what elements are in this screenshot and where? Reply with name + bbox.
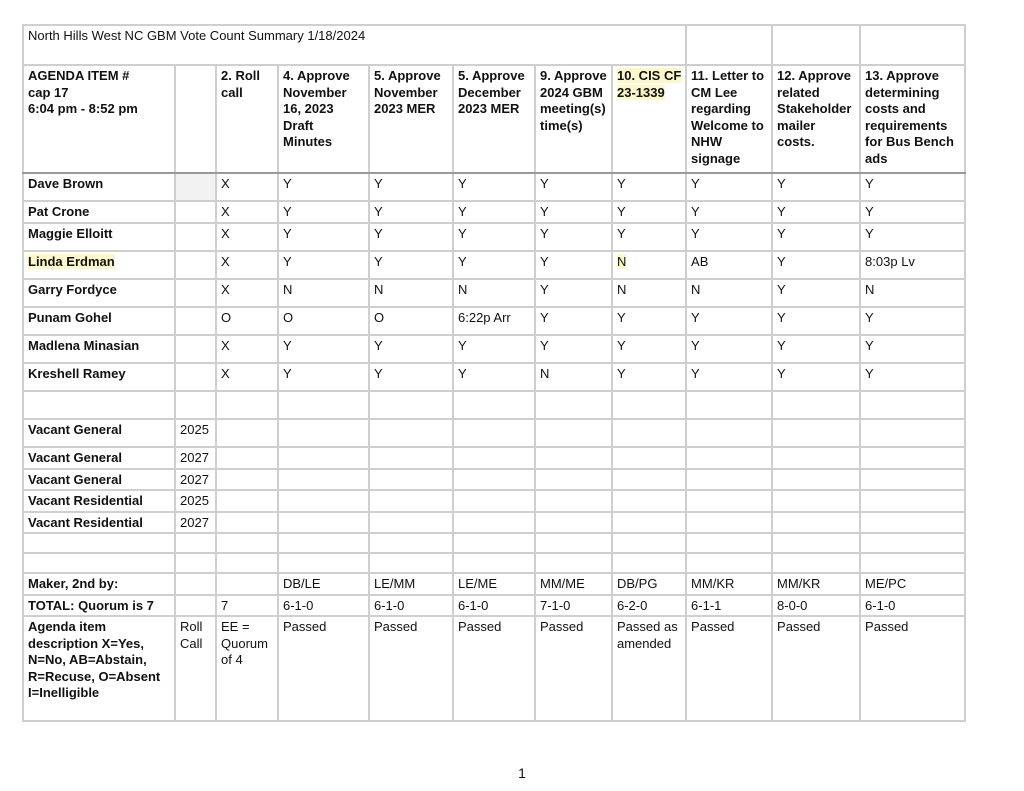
vote-cell: X — [216, 335, 278, 363]
vote-cell: O — [278, 307, 369, 335]
member-name: Dave Brown — [23, 173, 175, 201]
empty-cell — [535, 391, 612, 419]
column-header: 11. Letter to CM Lee regarding Welcome to NHW signage — [686, 65, 772, 173]
column-header: 2. Roll call — [216, 65, 278, 173]
empty-cell — [535, 469, 612, 491]
vote-cell: AB — [686, 251, 772, 279]
vote-cell: N — [278, 279, 369, 307]
vote-cell: Y — [772, 251, 860, 279]
maker-cell: LE/ME — [453, 573, 535, 595]
vote-cell: Y — [686, 201, 772, 223]
total-cell: 6-1-0 — [278, 595, 369, 617]
vote-cell: Y — [453, 173, 535, 201]
vacancy-name: Vacant General — [23, 447, 175, 469]
vote-cell: Y — [278, 251, 369, 279]
empty-cell — [860, 490, 965, 512]
vote-cell: Y — [453, 201, 535, 223]
column-header-highlighted — [612, 65, 686, 173]
vote-cell: N — [860, 279, 965, 307]
vote-cell: Y — [772, 335, 860, 363]
vacancy-name: Vacant Residential — [23, 490, 175, 512]
empty-cell — [369, 419, 453, 447]
year-column-header — [175, 65, 216, 173]
empty-cell — [686, 490, 772, 512]
vote-cell: N — [686, 279, 772, 307]
vote-cell: Y — [278, 201, 369, 223]
empty-cell — [216, 419, 278, 447]
result-cell: Passed — [453, 616, 535, 721]
member-row — [23, 307, 965, 335]
member-row — [23, 173, 965, 201]
empty-cell — [278, 553, 369, 573]
document-title: North Hills West NC GBM Vote Count Summary 1/18/2024 — [23, 25, 686, 65]
vote-cell: Y — [686, 335, 772, 363]
empty-cell — [686, 512, 772, 534]
vote-cell: Y — [860, 223, 965, 251]
vote-cell: Y — [860, 307, 965, 335]
empty-cell — [216, 490, 278, 512]
vacancy-name: Vacant General — [23, 469, 175, 491]
vote-cell: Y — [278, 335, 369, 363]
member-name: Pat Crone — [23, 201, 175, 223]
vote-cell: Y — [772, 201, 860, 223]
blank-row — [23, 391, 965, 419]
vote-cell: N — [453, 279, 535, 307]
vote-cell: Y — [369, 363, 453, 391]
empty-cell — [453, 533, 535, 553]
vacancy-row — [23, 469, 965, 491]
empty-cell — [686, 553, 772, 573]
vote-cell: Y — [535, 335, 612, 363]
vote-cell: Y — [369, 201, 453, 223]
empty-cell — [686, 533, 772, 553]
empty-cell — [216, 447, 278, 469]
vote-cell: X — [216, 363, 278, 391]
empty-cell — [772, 391, 860, 419]
vote-cell: Y — [278, 363, 369, 391]
empty-cell — [686, 447, 772, 469]
empty-cell — [453, 419, 535, 447]
result-row — [23, 616, 965, 721]
year-cell — [175, 363, 216, 391]
column-header: 12. Approve related Stakeholder mailer costs. — [772, 65, 860, 173]
vote-cell: Y — [772, 279, 860, 307]
empty-cell — [278, 490, 369, 512]
vote-cell: Y — [535, 223, 612, 251]
empty-cell — [453, 490, 535, 512]
empty-cell — [175, 573, 216, 595]
empty-cell — [278, 533, 369, 553]
member-row — [23, 251, 965, 279]
empty-cell — [175, 553, 216, 573]
blank-row — [23, 553, 965, 573]
empty-cell — [535, 447, 612, 469]
empty-cell — [535, 512, 612, 534]
vote-cell: Y — [772, 363, 860, 391]
total-cell: 6-1-0 — [860, 595, 965, 617]
total-cell: 6-1-0 — [369, 595, 453, 617]
empty-cell — [175, 533, 216, 553]
empty-cell — [216, 512, 278, 534]
vote-cell: Y — [453, 223, 535, 251]
page-number: 1 — [518, 765, 526, 781]
maker-label: Maker, 2nd by: — [23, 573, 175, 595]
vacancy-row — [23, 447, 965, 469]
legend-description: Agenda item description X=Yes, N=No, AB=Abstain, R=Recuse, O=Absent I=Inelligible — [23, 616, 175, 721]
title-spacer-cell — [860, 25, 965, 65]
empty-cell — [453, 469, 535, 491]
year-cell — [175, 279, 216, 307]
member-name: Garry Fordyce — [23, 279, 175, 307]
vacancy-name: Vacant Residential — [23, 512, 175, 534]
maker-row — [23, 573, 965, 595]
vacancy-name: Vacant General — [23, 419, 175, 447]
vote-cell: Y — [686, 173, 772, 201]
highlighted-text: 10. CIS CF 23-1339 — [617, 68, 682, 100]
empty-cell — [216, 533, 278, 553]
result-cell: Passed — [278, 616, 369, 721]
vote-cell: N — [612, 279, 686, 307]
maker-cell: MM/KR — [772, 573, 860, 595]
blank-row — [23, 533, 965, 553]
empty-cell — [369, 469, 453, 491]
year-cell — [175, 251, 216, 279]
vote-cell: N — [535, 363, 612, 391]
maker-cell: MM/KR — [686, 573, 772, 595]
empty-cell — [369, 533, 453, 553]
vote-cell: O — [216, 307, 278, 335]
year-cell — [175, 201, 216, 223]
vote-cell: Y — [612, 363, 686, 391]
vote-cell: 6:22p Arr — [453, 307, 535, 335]
vote-cell: X — [216, 223, 278, 251]
member-row — [23, 335, 965, 363]
maker-cell: DB/PG — [612, 573, 686, 595]
empty-cell — [860, 391, 965, 419]
vote-cell: Y — [453, 335, 535, 363]
column-header: 5. Approve November 2023 MER — [369, 65, 453, 173]
empty-cell — [175, 595, 216, 617]
header-row — [23, 65, 965, 173]
year-cell — [175, 223, 216, 251]
member-name: Maggie Elloitt — [23, 223, 175, 251]
vote-cell: Y — [369, 251, 453, 279]
vote-cell: Y — [686, 223, 772, 251]
total-label-bold: TOTAL: — [28, 597, 75, 613]
year-cell — [175, 307, 216, 335]
total-row — [23, 595, 965, 617]
empty-cell — [612, 391, 686, 419]
empty-cell — [23, 391, 175, 419]
empty-cell — [369, 512, 453, 534]
empty-cell — [772, 469, 860, 491]
empty-cell — [453, 512, 535, 534]
empty-cell — [860, 469, 965, 491]
vacancy-year: 2027 — [175, 469, 216, 491]
empty-cell — [860, 447, 965, 469]
vacancy-year: 2027 — [175, 447, 216, 469]
vote-cell: Y — [369, 173, 453, 201]
member-row — [23, 279, 965, 307]
vote-cell: N — [369, 279, 453, 307]
vote-cell: Y — [278, 223, 369, 251]
total-cell: 6-2-0 — [612, 595, 686, 617]
maker-cell: MM/ME — [535, 573, 612, 595]
empty-cell — [860, 419, 965, 447]
result-cell: Passed — [686, 616, 772, 721]
empty-cell — [772, 447, 860, 469]
empty-cell — [686, 419, 772, 447]
empty-cell — [369, 490, 453, 512]
empty-cell — [453, 447, 535, 469]
empty-cell — [612, 419, 686, 447]
maker-cell: LE/MM — [369, 573, 453, 595]
title-spacer-cell — [772, 25, 860, 65]
cap-label: cap 17 — [28, 84, 69, 100]
empty-cell — [278, 512, 369, 534]
vote-cell: Y — [686, 307, 772, 335]
vote-cell: Y — [535, 173, 612, 201]
rollcall-total: 7 — [216, 595, 278, 617]
empty-cell — [612, 512, 686, 534]
empty-cell — [860, 512, 965, 534]
total-cell: 8-0-0 — [772, 595, 860, 617]
agenda-item-header — [23, 65, 175, 173]
member-row — [23, 363, 965, 391]
empty-cell — [612, 469, 686, 491]
vote-cell: Y — [278, 173, 369, 201]
empty-cell — [278, 391, 369, 419]
column-header: 4. Approve November 16, 2023 Draft Minutes — [278, 65, 369, 173]
member-name: Madlena Minasian — [23, 335, 175, 363]
empty-cell — [369, 553, 453, 573]
empty-cell — [612, 533, 686, 553]
member-name: Kreshell Ramey — [23, 363, 175, 391]
rollcall-label: Roll Call — [175, 616, 216, 721]
maker-cell: DB/LE — [278, 573, 369, 595]
empty-cell — [535, 533, 612, 553]
vacancy-row — [23, 419, 965, 447]
empty-cell — [686, 391, 772, 419]
vote-cell: Y — [612, 307, 686, 335]
vacancy-row — [23, 512, 965, 534]
empty-cell — [369, 391, 453, 419]
vote-cell: X — [216, 173, 278, 201]
highlighted-text: N — [617, 254, 627, 269]
vacancy-year: 2025 — [175, 490, 216, 512]
empty-cell — [369, 447, 453, 469]
vote-cell: X — [216, 251, 278, 279]
empty-cell — [535, 490, 612, 512]
empty-cell — [216, 469, 278, 491]
vote-cell: Y — [860, 173, 965, 201]
vote-cell: X — [216, 279, 278, 307]
time-range: 6:04 pm - 8:52 pm — [28, 101, 138, 116]
empty-cell — [772, 419, 860, 447]
empty-cell — [535, 419, 612, 447]
vote-cell: Y — [535, 201, 612, 223]
maker-cell: ME/PC — [860, 573, 965, 595]
vote-cell: Y — [772, 173, 860, 201]
quorum-note: EE = Quorum of 4 — [216, 616, 278, 721]
empty-cell — [860, 533, 965, 553]
empty-cell — [535, 553, 612, 573]
empty-cell — [216, 391, 278, 419]
vote-cell: Y — [772, 223, 860, 251]
total-label — [23, 595, 175, 617]
year-cell — [175, 173, 216, 201]
title-spacer-cell — [686, 25, 772, 65]
total-cell: 7-1-0 — [535, 595, 612, 617]
vote-cell: Y — [612, 173, 686, 201]
vote-cell: Y — [860, 201, 965, 223]
vote-cell — [612, 251, 686, 279]
vote-cell: Y — [612, 223, 686, 251]
empty-cell — [612, 553, 686, 573]
vote-cell: X — [216, 201, 278, 223]
result-cell: Passed — [860, 616, 965, 721]
empty-cell — [23, 553, 175, 573]
empty-cell — [278, 419, 369, 447]
empty-cell — [23, 533, 175, 553]
empty-cell — [278, 447, 369, 469]
vote-cell: Y — [535, 307, 612, 335]
empty-cell — [686, 469, 772, 491]
vote-cell: Y — [612, 335, 686, 363]
highlighted-text: Linda Erdman — [28, 254, 115, 269]
total-label-rest: Quorum is 7 — [74, 597, 154, 613]
result-cell: Passed — [369, 616, 453, 721]
member-name: Punam Gohel — [23, 307, 175, 335]
vote-cell: Y — [369, 223, 453, 251]
vote-cell: Y — [772, 307, 860, 335]
empty-cell — [860, 553, 965, 573]
vote-cell: Y — [453, 251, 535, 279]
total-cell: 6-1-1 — [686, 595, 772, 617]
vote-cell: Y — [612, 201, 686, 223]
vote-cell: O — [369, 307, 453, 335]
empty-cell — [175, 391, 216, 419]
empty-cell — [453, 553, 535, 573]
empty-cell — [772, 533, 860, 553]
vote-cell: 8:03p Lv — [860, 251, 965, 279]
empty-cell — [612, 490, 686, 512]
column-header: 13. Approve determining costs and requirements for Bus Bench ads — [860, 65, 965, 173]
vacancy-year: 2025 — [175, 419, 216, 447]
vote-cell: Y — [453, 363, 535, 391]
vote-cell: Y — [535, 251, 612, 279]
empty-cell — [453, 391, 535, 419]
empty-cell — [772, 553, 860, 573]
empty-cell — [772, 512, 860, 534]
member-name — [23, 251, 175, 279]
empty-cell — [772, 490, 860, 512]
vote-cell: Y — [686, 363, 772, 391]
empty-cell — [216, 573, 278, 595]
member-row — [23, 223, 965, 251]
empty-cell — [612, 447, 686, 469]
agenda-label: AGENDA ITEM # — [28, 68, 130, 83]
vote-cell: Y — [860, 363, 965, 391]
result-cell: Passed as amended — [612, 616, 686, 721]
member-row — [23, 201, 965, 223]
result-cell: Passed — [772, 616, 860, 721]
total-cell: 6-1-0 — [453, 595, 535, 617]
column-header: 9. Approve 2024 GBM meeting(s) time(s) — [535, 65, 612, 173]
year-cell — [175, 335, 216, 363]
vote-cell: Y — [535, 279, 612, 307]
vote-cell: Y — [860, 335, 965, 363]
vote-cell: Y — [369, 335, 453, 363]
column-header: 5. Approve December 2023 MER — [453, 65, 535, 173]
vacancy-row — [23, 490, 965, 512]
empty-cell — [278, 469, 369, 491]
empty-cell — [216, 553, 278, 573]
vacancy-year: 2027 — [175, 512, 216, 534]
vote-count-table — [22, 24, 966, 722]
result-cell: Passed — [535, 616, 612, 721]
